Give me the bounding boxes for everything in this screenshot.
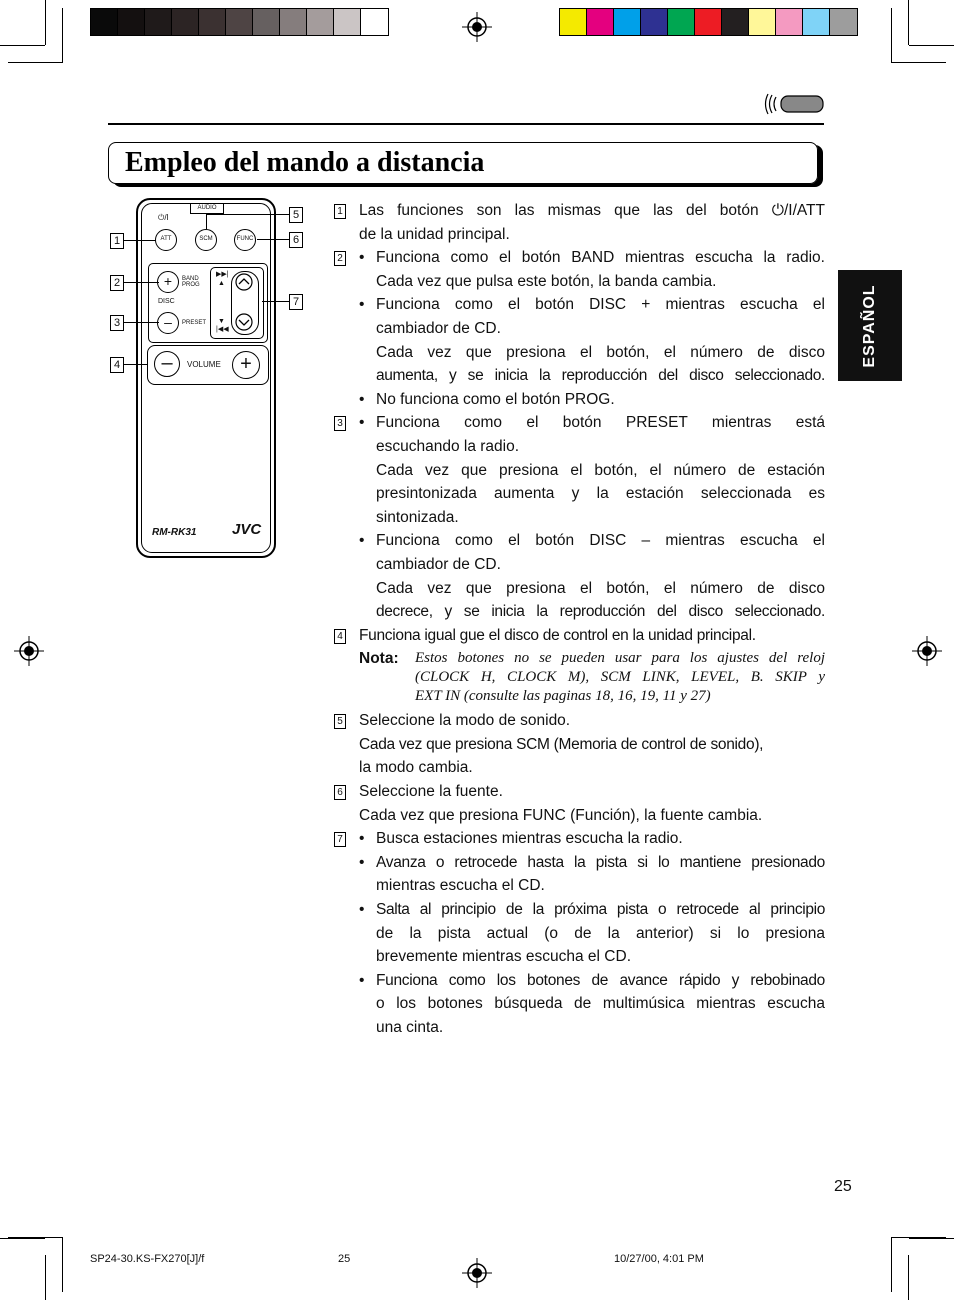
note-line: Estos botones no se pueden usar para los ajustes del reloj [415, 650, 825, 667]
model-label: RM-RK31 [152, 527, 197, 538]
note [359, 647, 825, 709]
color-swatch [587, 9, 614, 35]
callout-4: 4 [110, 357, 124, 373]
seek-down-icon [234, 312, 254, 332]
remote-control-icon [764, 92, 826, 116]
text-line: • Avanza o retrocede hasta la pista si lo mantiene presionado [376, 853, 825, 871]
color-swatch [722, 9, 749, 35]
gray-swatch [91, 9, 118, 35]
preset-label: PRESET [182, 320, 207, 326]
gray-swatch [199, 9, 226, 35]
bullet [359, 827, 825, 851]
bullet [359, 388, 825, 412]
text-line: escuchando la radio. [376, 437, 520, 455]
callout-5: 5 [289, 207, 303, 223]
registration-mark-left-icon [14, 636, 44, 666]
item-number: 1 [334, 204, 346, 219]
text-line: Cada vez que presiona el botón, el número de disco [376, 343, 825, 361]
note-label: Nota: [359, 650, 399, 668]
text-line: Cada vez que presiona el botón, el número de disco [376, 579, 825, 597]
text-line: • Funciona como el botón BAND mientras escucha la radio. [376, 249, 825, 267]
text-line: • Funciona como el botón DISC + mientras escucha el [376, 296, 825, 314]
gray-swatch [253, 9, 280, 35]
instructions-column [331, 199, 825, 1040]
att-button: ATT [155, 229, 177, 251]
language-tab [838, 270, 902, 381]
note-line: (CLOCK H, CLOCK M), SCM LINK, LEVEL, B. SKIP y [415, 669, 825, 686]
header-rule [108, 123, 824, 125]
volume-minus-button: – [154, 351, 180, 377]
color-swatch [614, 9, 641, 35]
color-swatch [776, 9, 803, 35]
preset-minus-button: – [157, 312, 179, 334]
registration-mark-right-icon [912, 636, 942, 666]
registration-mark-bottom-icon [462, 1258, 492, 1288]
text-line: Cada vez que presiona el botón, el número de estación [376, 461, 825, 479]
text-line: • Funciona como el botón PRESET mientras está [376, 414, 825, 432]
text-line: mientras escucha el CD. [376, 877, 545, 895]
text-line: de la unidad principal. [359, 225, 510, 243]
item-6 [331, 780, 825, 827]
gray-swatch [334, 9, 361, 35]
callout-6: 6 [289, 232, 303, 248]
text-line: Seleccione la modo de sonido. [359, 712, 571, 730]
skip-forward-icon: ▶▶| [216, 271, 229, 278]
color-swatch [641, 9, 668, 35]
footer-file: SP24-30.KS-FX270[J]/f [90, 1253, 205, 1265]
bullet [359, 529, 825, 623]
text-line: • No funciona como el botón PROG. [376, 390, 615, 408]
color-calibration-bar [559, 8, 858, 36]
callout-7: 7 [289, 294, 303, 310]
gray-swatch [280, 9, 307, 35]
footer-date: 10/27/00, 4:01 PM [614, 1253, 704, 1265]
grayscale-calibration-bar [90, 8, 389, 36]
text-line: decrece, y se inicia la reproducción del disco seleccionado. [376, 603, 825, 621]
text-line: Cada vez que pulsa este botón, la banda cambia. [376, 272, 717, 290]
color-swatch [560, 9, 587, 35]
item-7 [331, 827, 825, 1039]
color-swatch [830, 9, 857, 35]
brand-logo: JVC [232, 521, 262, 538]
item-number: 7 [334, 832, 346, 847]
disc-label: DISC [158, 298, 175, 305]
color-swatch [803, 9, 830, 35]
func-button: FUNC [234, 229, 256, 251]
text-line: • Funciona como los botones de avance rápido y rebobinado [376, 971, 825, 989]
volume-plus-button: + [232, 351, 260, 379]
item-1 [331, 199, 825, 246]
item-number: 4 [334, 629, 346, 644]
text-line: cambiador de CD. [376, 555, 501, 573]
up-arrow-icon: ▲ [218, 280, 225, 287]
color-swatch [695, 9, 722, 35]
registration-mark-top-icon [462, 12, 492, 42]
text-line: Cada vez que presiona FUNC (Función), la fuente cambia. [359, 806, 763, 824]
text-line: • Funciona como el botón DISC – mientras escucha el [376, 532, 825, 550]
item-number: 6 [334, 785, 346, 800]
bullet [359, 851, 825, 898]
item-3 [331, 411, 825, 623]
callout-3: 3 [110, 315, 124, 331]
text-line: Funciona igual gue el disco de control en la unidad principal. [359, 626, 756, 644]
band-plus-button: + [157, 271, 179, 293]
page-number: 25 [834, 1178, 852, 1195]
gray-swatch [172, 9, 199, 35]
gray-swatch [226, 9, 253, 35]
title-box [108, 142, 818, 184]
bullet [359, 293, 825, 387]
text-line: Seleccione la fuente. [359, 783, 503, 801]
footer-page: 25 [338, 1253, 351, 1265]
text-line: Cada vez que presiona SCM (Memoria de control de sonido), [359, 735, 764, 753]
text-line: la modo cambia. [359, 759, 473, 777]
color-swatch [668, 9, 695, 35]
page-title: Empleo del mando a distancia [125, 147, 485, 178]
text-line: Las funciones son las mismas que las del botón ⏻/I/ATT [359, 202, 825, 219]
color-swatch [749, 9, 776, 35]
gray-swatch [361, 9, 388, 35]
volume-label: VOLUME [187, 360, 221, 369]
text-line: o los botones búsqueda de multimúsica mientras escucha [376, 995, 825, 1013]
language-tab-label: ESPAÑOL [861, 283, 878, 368]
bullet [359, 898, 825, 969]
prog-label: PROG [182, 282, 200, 288]
item-2 [331, 246, 825, 411]
note-line: EXT IN (consulte las paginas 18, 16, 19, 11 y 27) [415, 688, 711, 705]
item-5 [331, 709, 825, 780]
power-label: ⏻/I [158, 213, 169, 222]
item-number: 2 [334, 251, 346, 266]
item-4 [331, 624, 825, 710]
text-line: sintonizada. [376, 508, 459, 526]
text-line: brevemente mientras escucha el CD. [376, 948, 632, 966]
text-line: • Salta al principio de la próxima pista o retrocede al principio [376, 901, 825, 919]
skip-back-icon: |◀◀ [216, 326, 229, 333]
audio-label: AUDIO [190, 204, 224, 214]
text-line: aumenta, y se inicia la reproducción del disco seleccionado. [376, 367, 825, 385]
gray-swatch [118, 9, 145, 35]
text-line: una cinta. [376, 1019, 444, 1036]
seek-up-icon [234, 272, 254, 292]
callout-1: 1 [110, 233, 124, 249]
callout-2: 2 [110, 275, 124, 291]
bullet [359, 969, 825, 1040]
scm-button: SCM [195, 229, 217, 251]
down-arrow-icon: ▼ [218, 318, 225, 325]
item-number: 5 [334, 714, 346, 729]
text-line: • Busca estaciones mientras escucha la radio. [376, 830, 683, 848]
text-line: presintonizada aumenta y la estación seleccionada es [376, 485, 825, 503]
text-line: cambiador de CD. [376, 319, 501, 337]
text-line: de la pista actual (o de la anterior) si lo presiona [376, 924, 825, 942]
bullet [359, 411, 825, 529]
gray-swatch [307, 9, 334, 35]
gray-swatch [145, 9, 172, 35]
bullet [359, 246, 825, 293]
band-label: BAND [182, 276, 199, 282]
item-number: 3 [334, 416, 346, 431]
